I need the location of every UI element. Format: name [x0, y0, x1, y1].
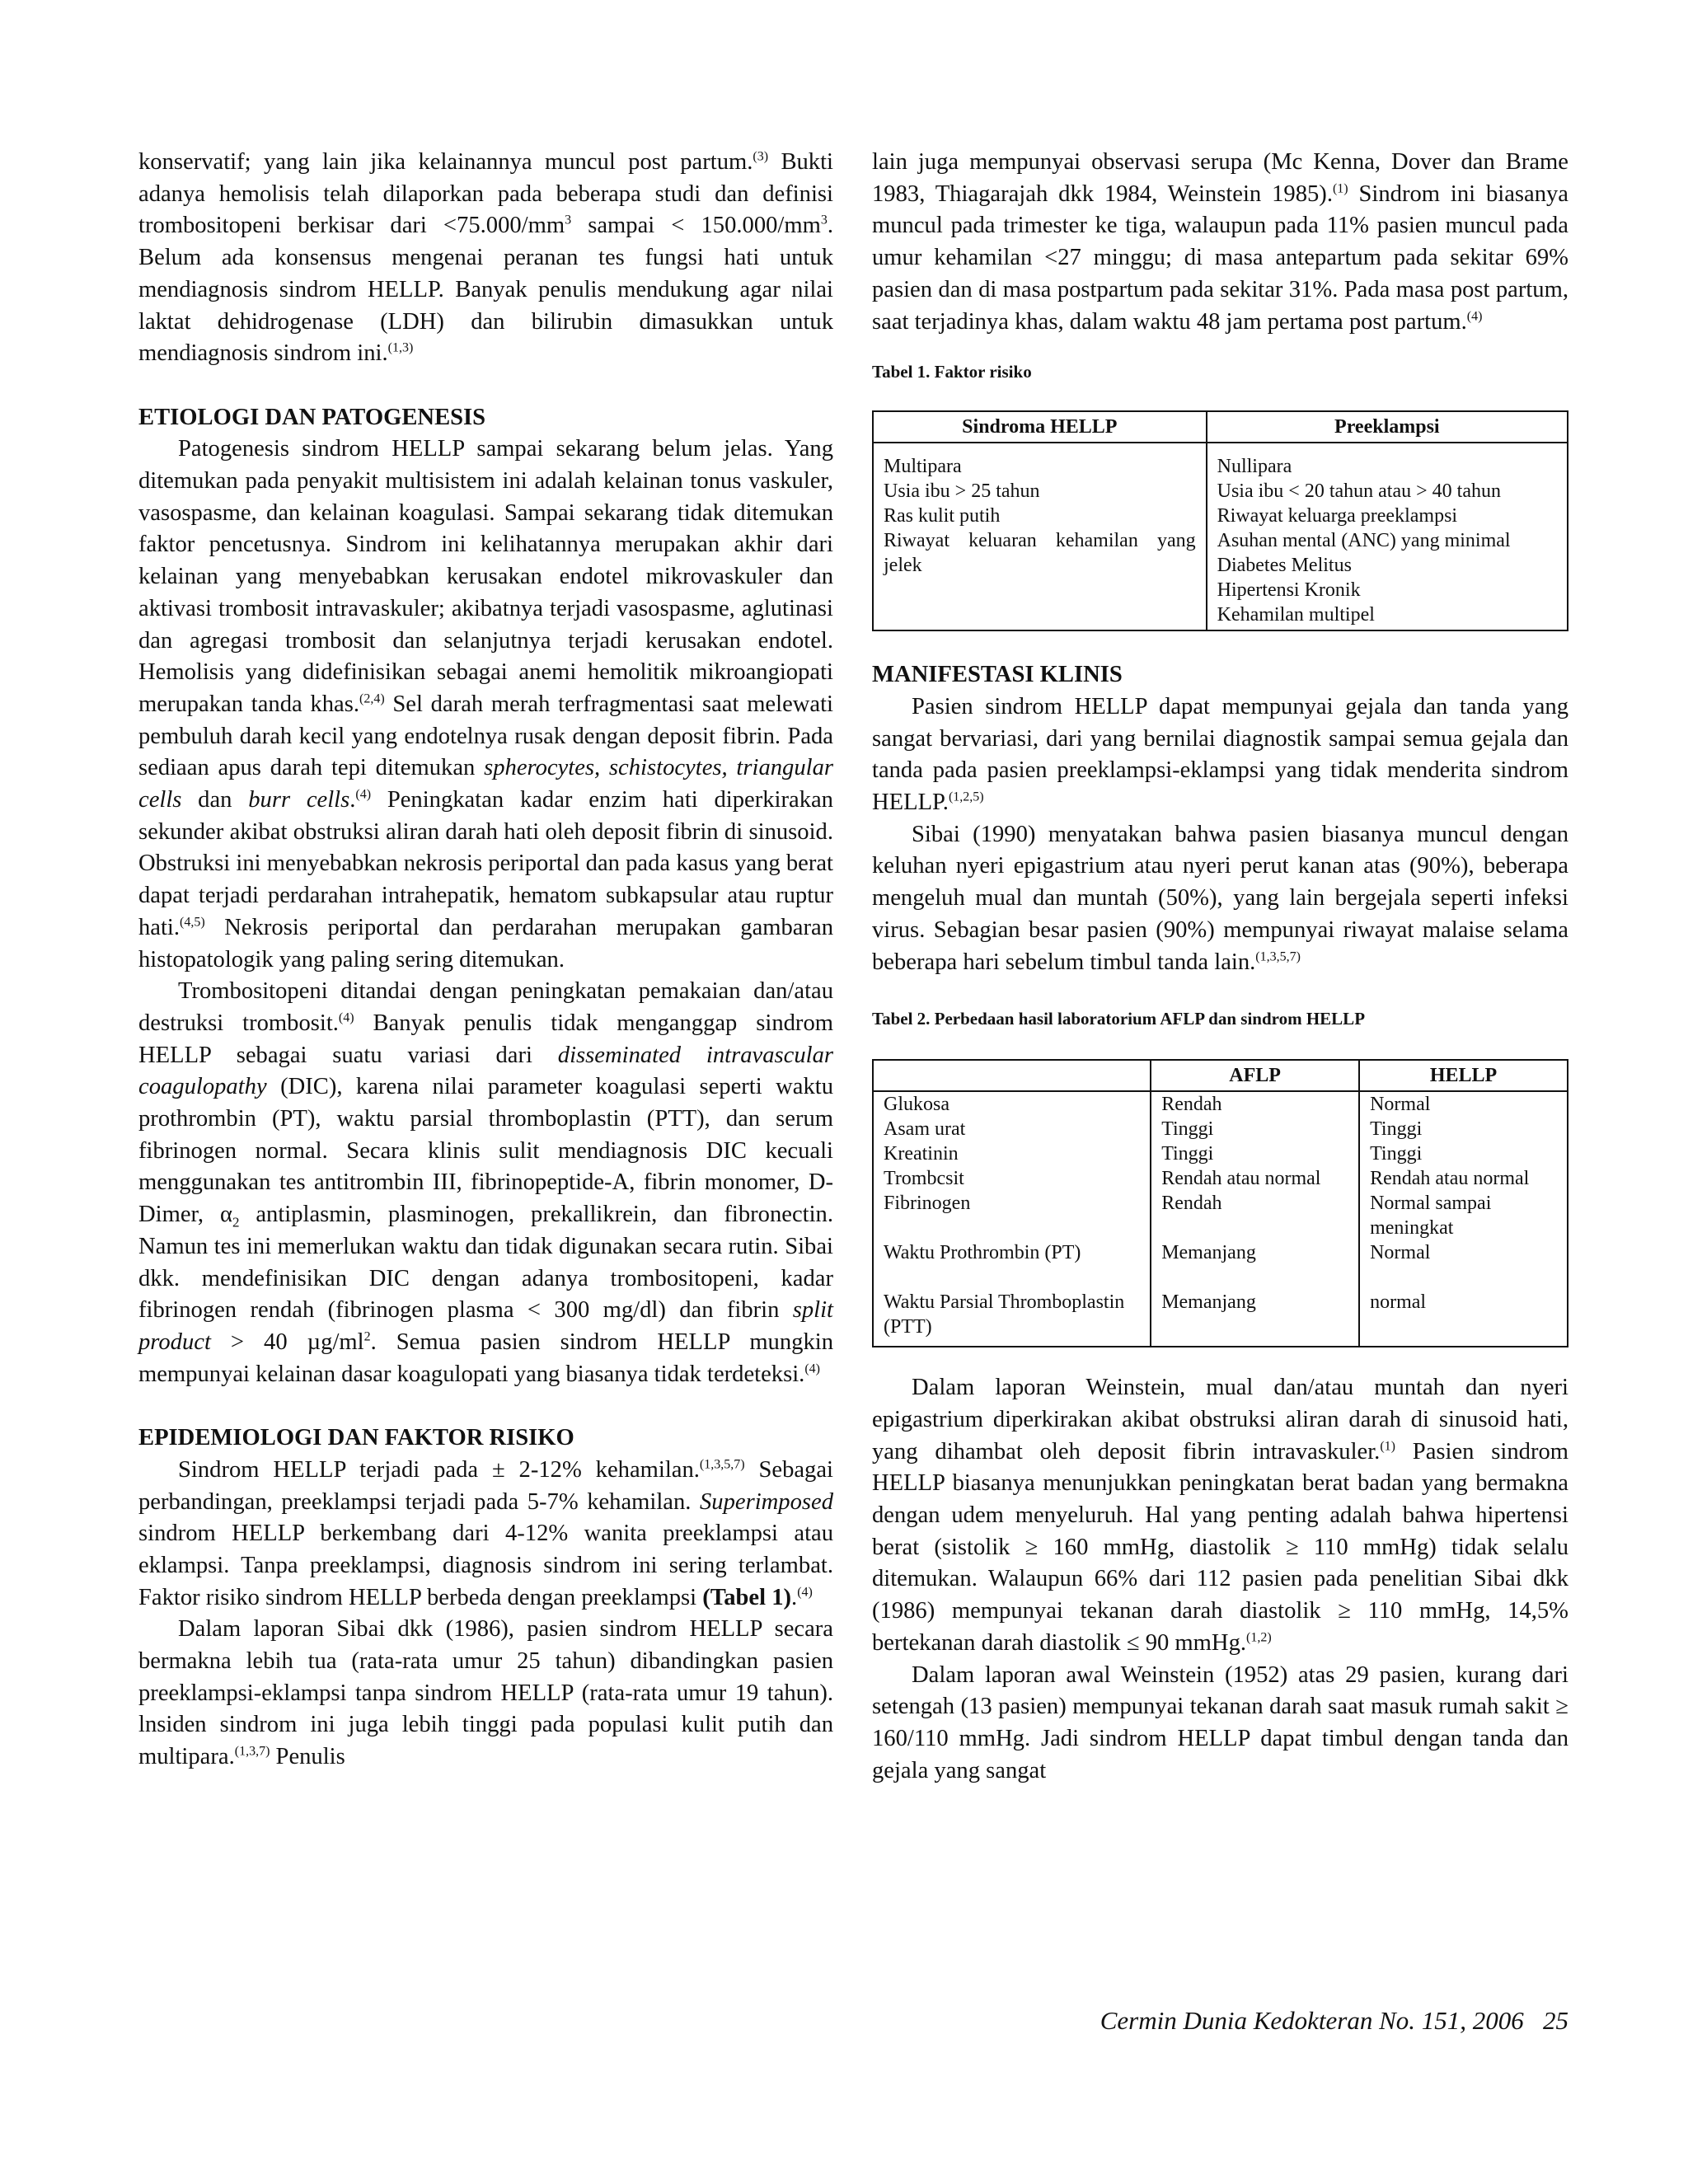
left-column — [138, 147, 833, 1774]
table2-cell: Waktu Prothrombin (PT) — [884, 1242, 1081, 1264]
table1-cell: Hipertensi Kronik — [1217, 579, 1361, 602]
table-row — [873, 1141, 1568, 1166]
table1-cell: Ras kulit putih — [884, 505, 1001, 527]
table2-cell: Asam urat — [884, 1118, 966, 1141]
paragraph-gejala: Pasien sindrom HELLP dapat mempunyai gejala dan tanda yang sangat bervariasi, dari yang bernilai diagnostik sampai semua gejala dan tanda pada pasien preeklampsi-eklampsi yang tidak menderita sindrom HELLP.$^{(1,2,5)}$ — [872, 693, 1568, 816]
right-column — [872, 147, 1568, 1787]
table1-cell: Riwayat keluarga preeklampsi — [1217, 505, 1458, 527]
paragraph-weinstein: Dalam laporan Weinstein, mual dan/atau muntah dan nyeri epigastrium diperkirakan akibat obstruksi aliran darah di sinusoid hati, yang dihambat oleh deposit fibrin intravaskuler.$^{(1)}$ Pasien sindrom HELLP biasanya menunjukkan peningkatan berat badan yang bermakna dengan udem menyeluruh. Hal yang penting adalah bahwa hipertensi berat (sistolik ≥ 160 mmHg, diastolik ≥ 110 mmHg) tidak selalu ditemukan. Walaupun 66% dari 112 pasien pada penelitian Sibai dkk (1986) mempunyai tekanan darah diastolik ≥ 110 mmHg, 14,5% bertekanan darah diastolik ≤ 90 mmHg.$^{(1,2)}$ — [872, 1375, 1568, 1656]
table2-header-blank — [873, 1060, 1151, 1091]
table2-cell: Fibrinogen — [884, 1193, 971, 1215]
table1-cell: Usia ibu < 20 tahun atau > 40 tahun — [1217, 480, 1501, 503]
table2-cell: Normal — [1359, 1091, 1568, 1117]
table1-cell: Nullipara — [1217, 456, 1292, 478]
paragraph-trombositopeni: Trombositopeni ditandai dengan peningkatan pemakaian dan/atau destruksi trombosit.$^{(4)}$ Banyak penulis tidak menganggap sindrom HELLP sebagai suatu variasi dari disseminated intravascular coagulopathy (DIC), karena nilai parameter koagulasi seperti waktu prothrombin (PT), waktu parsial thromboplastin (PTT), dan serum fibrinogen normal. Secara klinis sulit mendiagnosis DIC kecuali menggunakan tes antitrombin III, fibrinopeptide-A, fibrin monomer, D-Dimer, $\alpha_2$ antiplasmin, plasminogen, prekallikrein, dan fibronectin. Namun tes ini memerlukan waktu dan tidak digunakan secara rutin. Sibai dkk. mendefinisikan DIC dengan adanya trombositopeni, kadar fibrinogen rendah (fibrinogen plasma < 300 mg/dl) dan fibrin split product > 40 $\mu g/ml^2$. Semua pasien sindrom HELLP mungkin mempunyai kelainan dasar koagulopati yang biasanya tidak terdeteksi.$^{(4)}$ — [138, 978, 833, 1387]
table1-col-preeklampsi — [1207, 443, 1568, 630]
paragraph-observasi: lain juga mempunyai observasi serupa (Mc Kenna, Dover dan Brame 1983, Thiagarajah dkk 1984, Weinstein 1985).$^{(1)}$ Sindrom ini biasanya muncul pada trimester ke tiga, walaupun pada 11% pasien muncul pada umur kehamilan <27 minggu; di masa antepartum pada sekitar 69% pasien dan di masa postpartum pada sekitar 31%. Pada masa post partum, saat terjadinya khas, dalam waktu 48 jam pertama post partum.$^{(4)}$ — [872, 149, 1568, 335]
table1-col-hellp — [873, 443, 1207, 630]
table2-cell: Normal — [1359, 1240, 1568, 1290]
table2-cell: Rendah atau normal — [1359, 1166, 1568, 1191]
table2-cell: Kreatinin — [884, 1143, 959, 1165]
table-faktor-risiko — [872, 410, 1568, 631]
table2-cell: Tinggi — [1151, 1141, 1359, 1166]
paragraph-insidensi: Sindrom HELLP terjadi pada ± 2-12% kehamilan.$^{(1,3,5,7)}$ Sebagai perbandingan, preeklampsi terjadi pada 5-7% kehamilan. Superimposed sindrom HELLP berkembang dari 4-12% wanita preeklampsi atau eklampsi. Tanpa preeklampsi, diagnosis sindrom ini sering terlambat. Faktor risiko sindrom HELLP berbeda dengan preeklampsi (Tabel 1).$^{(4)}$ — [138, 1456, 833, 1610]
table-row — [873, 1191, 1568, 1240]
table2-cell: Trombcsit — [884, 1168, 964, 1190]
table-row — [873, 1290, 1568, 1347]
table2-cell: Memanjang — [1151, 1240, 1359, 1290]
journal-citation: Cermin Dunia Kedokteran No. 151, 2006 — [1100, 2006, 1524, 2035]
paragraph-intro-continued: konservatif; yang lain jika kelainannya muncul post partum.$^{(3)}$ Bukti adanya hemolisis telah dilaporkan pada beberapa studi dan definisi trombositopeni berkisar dari $<75.000/mm^3$ sampai < $150.000/mm^3$. Belum ada konsensus mengenai peranan tes fungsi hati untuk mendiagnosis sindrom HELLP. Banyak penulis mendukung agar nilai laktat dehidrogenase (LDH) dan bilirubin dimasukkan untuk mendiagnosis sindrom ini.$^{(1,3)}$ — [138, 149, 833, 367]
paragraph-sibai-1990: Sibai (1990) menyatakan bahwa pasien biasanya muncul dengan keluhan nyeri epigastrium atau nyeri perut kanan atas (90%), beberapa mengeluh mual dan muntah (50%), yang lain bergejala seperti infeksi virus. Sebagian besar pasien (90%) mempunyai riwayat malaise selama beberapa hari sebelum timbul tanda lain.$^{(1,3,5,7)}$ — [872, 821, 1568, 975]
table2-cell: Tinggi — [1359, 1117, 1568, 1141]
table2-cell: Normal sampai meningkat — [1359, 1191, 1568, 1240]
heading-manifestasi: MANIFESTASI KLINIS — [872, 662, 1123, 688]
table-row — [873, 1166, 1568, 1191]
table2-caption: Tabel 2. Perbedaan hasil laboratorium AFLP dan sindrom HELLP — [872, 1009, 1366, 1029]
paragraph-weinstein-1952: Dalam laporan awal Weinstein (1952) atas 29 pasien, kurang dari setengah (13 pasien) mempunyai tekanan darah saat masuk rumah sakit ≥ 160/110 mmHg. Jadi sindrom HELLP dapat timbul dengan tanda dan gejala yang sangat — [872, 1661, 1568, 1783]
table-row — [873, 1117, 1568, 1141]
table-row — [873, 1091, 1568, 1117]
table2-cell: Memanjang — [1151, 1290, 1359, 1347]
table1-cell: Multipara — [884, 456, 962, 478]
table2-header-hellp: HELLP — [1359, 1060, 1568, 1091]
table2-cell: Rendah — [1151, 1091, 1359, 1117]
table2-cell: Rendah — [1151, 1191, 1359, 1240]
paragraph-patogenesis: Patogenesis sindrom HELLP sampai sekarang belum jelas. Yang ditemukan pada penyakit multisistem ini adalah kelainan tonus vaskuler, vasospasme, dan kelainan koagulasi. Sampai sekarang tidak ditemukan faktor pencetusnya. Sindrom ini kelihatannya merupakan akhir dari kelainan yang menyebabkan kerusakan endotel mikrovaskuler dan aktivasi trombosit intravaskuler; akibatnya terjadi vasospasme, aglutinasi dan agregasi trombosit dan selanjutnya terjadi kerusakan endotel. Hemolisis yang didefinisikan sebagai anemi hemolitik mikroangiopati merupakan tanda khas.$^{(2,4)}$ Sel darah merah terfragmentasi saat melewati pembuluh darah kecil yang endotelnya rusak dengan deposit fibrin. Pada sediaan apus darah tepi ditemukan spherocytes, schistocytes, triangular cells dan burr cells.$^{(4)}$ Peningkatan kadar enzim hati diperkirakan sekunder akibat obstruksi aliran darah hati oleh deposit fibrin di sinusoid. Obstruksi ini menyebabkan nekrosis periportal dan pada kasus yang berat dapat terjadi perdarahan intrahepatik, hematom subkapsular atau ruptur hati.$^{(4,5)}$ Nekrosis periportal dan perdarahan merupakan gambaran histopatologik yang paling sering ditemukan. — [138, 436, 834, 972]
page-number: 25 — [1543, 2006, 1568, 2035]
paragraph-sibai-1986: Dalam laporan Sibai dkk (1986), pasien sindrom HELLP secara bermakna lebih tua (rata-rata umur 25 tahun) dibandingkan pasien preeklampsi-eklampsi tanpa sindrom HELLP (rata-rata umur 19 tahun). lnsiden sindrom ini juga lebih tinggi pada populasi kulit putih dan multipara.$^{(1,3,7)}$ Penulis — [138, 1616, 833, 1770]
table2-header-aflp: AFLP — [1151, 1060, 1359, 1091]
table-aflp-hellp — [872, 1059, 1568, 1347]
table1-cell: Diabetes Melitus — [1217, 555, 1352, 577]
heading-epidemiologi: EPIDEMIOLOGI DAN FAKTOR RISIKO — [138, 1425, 574, 1451]
table2-cell: Waktu Parsial Thromboplastin (PTT) — [884, 1291, 1125, 1338]
table1-cell: Usia ibu > 25 tahun — [884, 480, 1040, 503]
table1-cell: Asuhan mental (ANC) yang minimal — [1217, 530, 1511, 552]
table1-header-hellp: Sindroma HELLP — [873, 411, 1207, 443]
heading-etiologi: ETIOLOGI DAN PATOGENESIS — [138, 404, 486, 430]
page-footer — [1100, 2004, 1568, 2037]
table-row — [873, 1240, 1568, 1290]
table1-caption: Tabel 1. Faktor risiko — [872, 362, 1032, 382]
table1-header-preeklampsi: Preeklampsi — [1207, 411, 1568, 443]
table1-cell: Riwayat keluaran kehamilan yang jelek — [884, 530, 1196, 577]
table1-cell: Kehamilan multipel — [1217, 604, 1375, 626]
table2-cell: Tinggi — [1359, 1141, 1568, 1166]
table2-cell: Rendah atau normal — [1151, 1166, 1359, 1191]
table2-cell: normal — [1359, 1290, 1568, 1347]
table2-cell: Tinggi — [1151, 1117, 1359, 1141]
table2-cell: Glukosa — [884, 1094, 950, 1116]
